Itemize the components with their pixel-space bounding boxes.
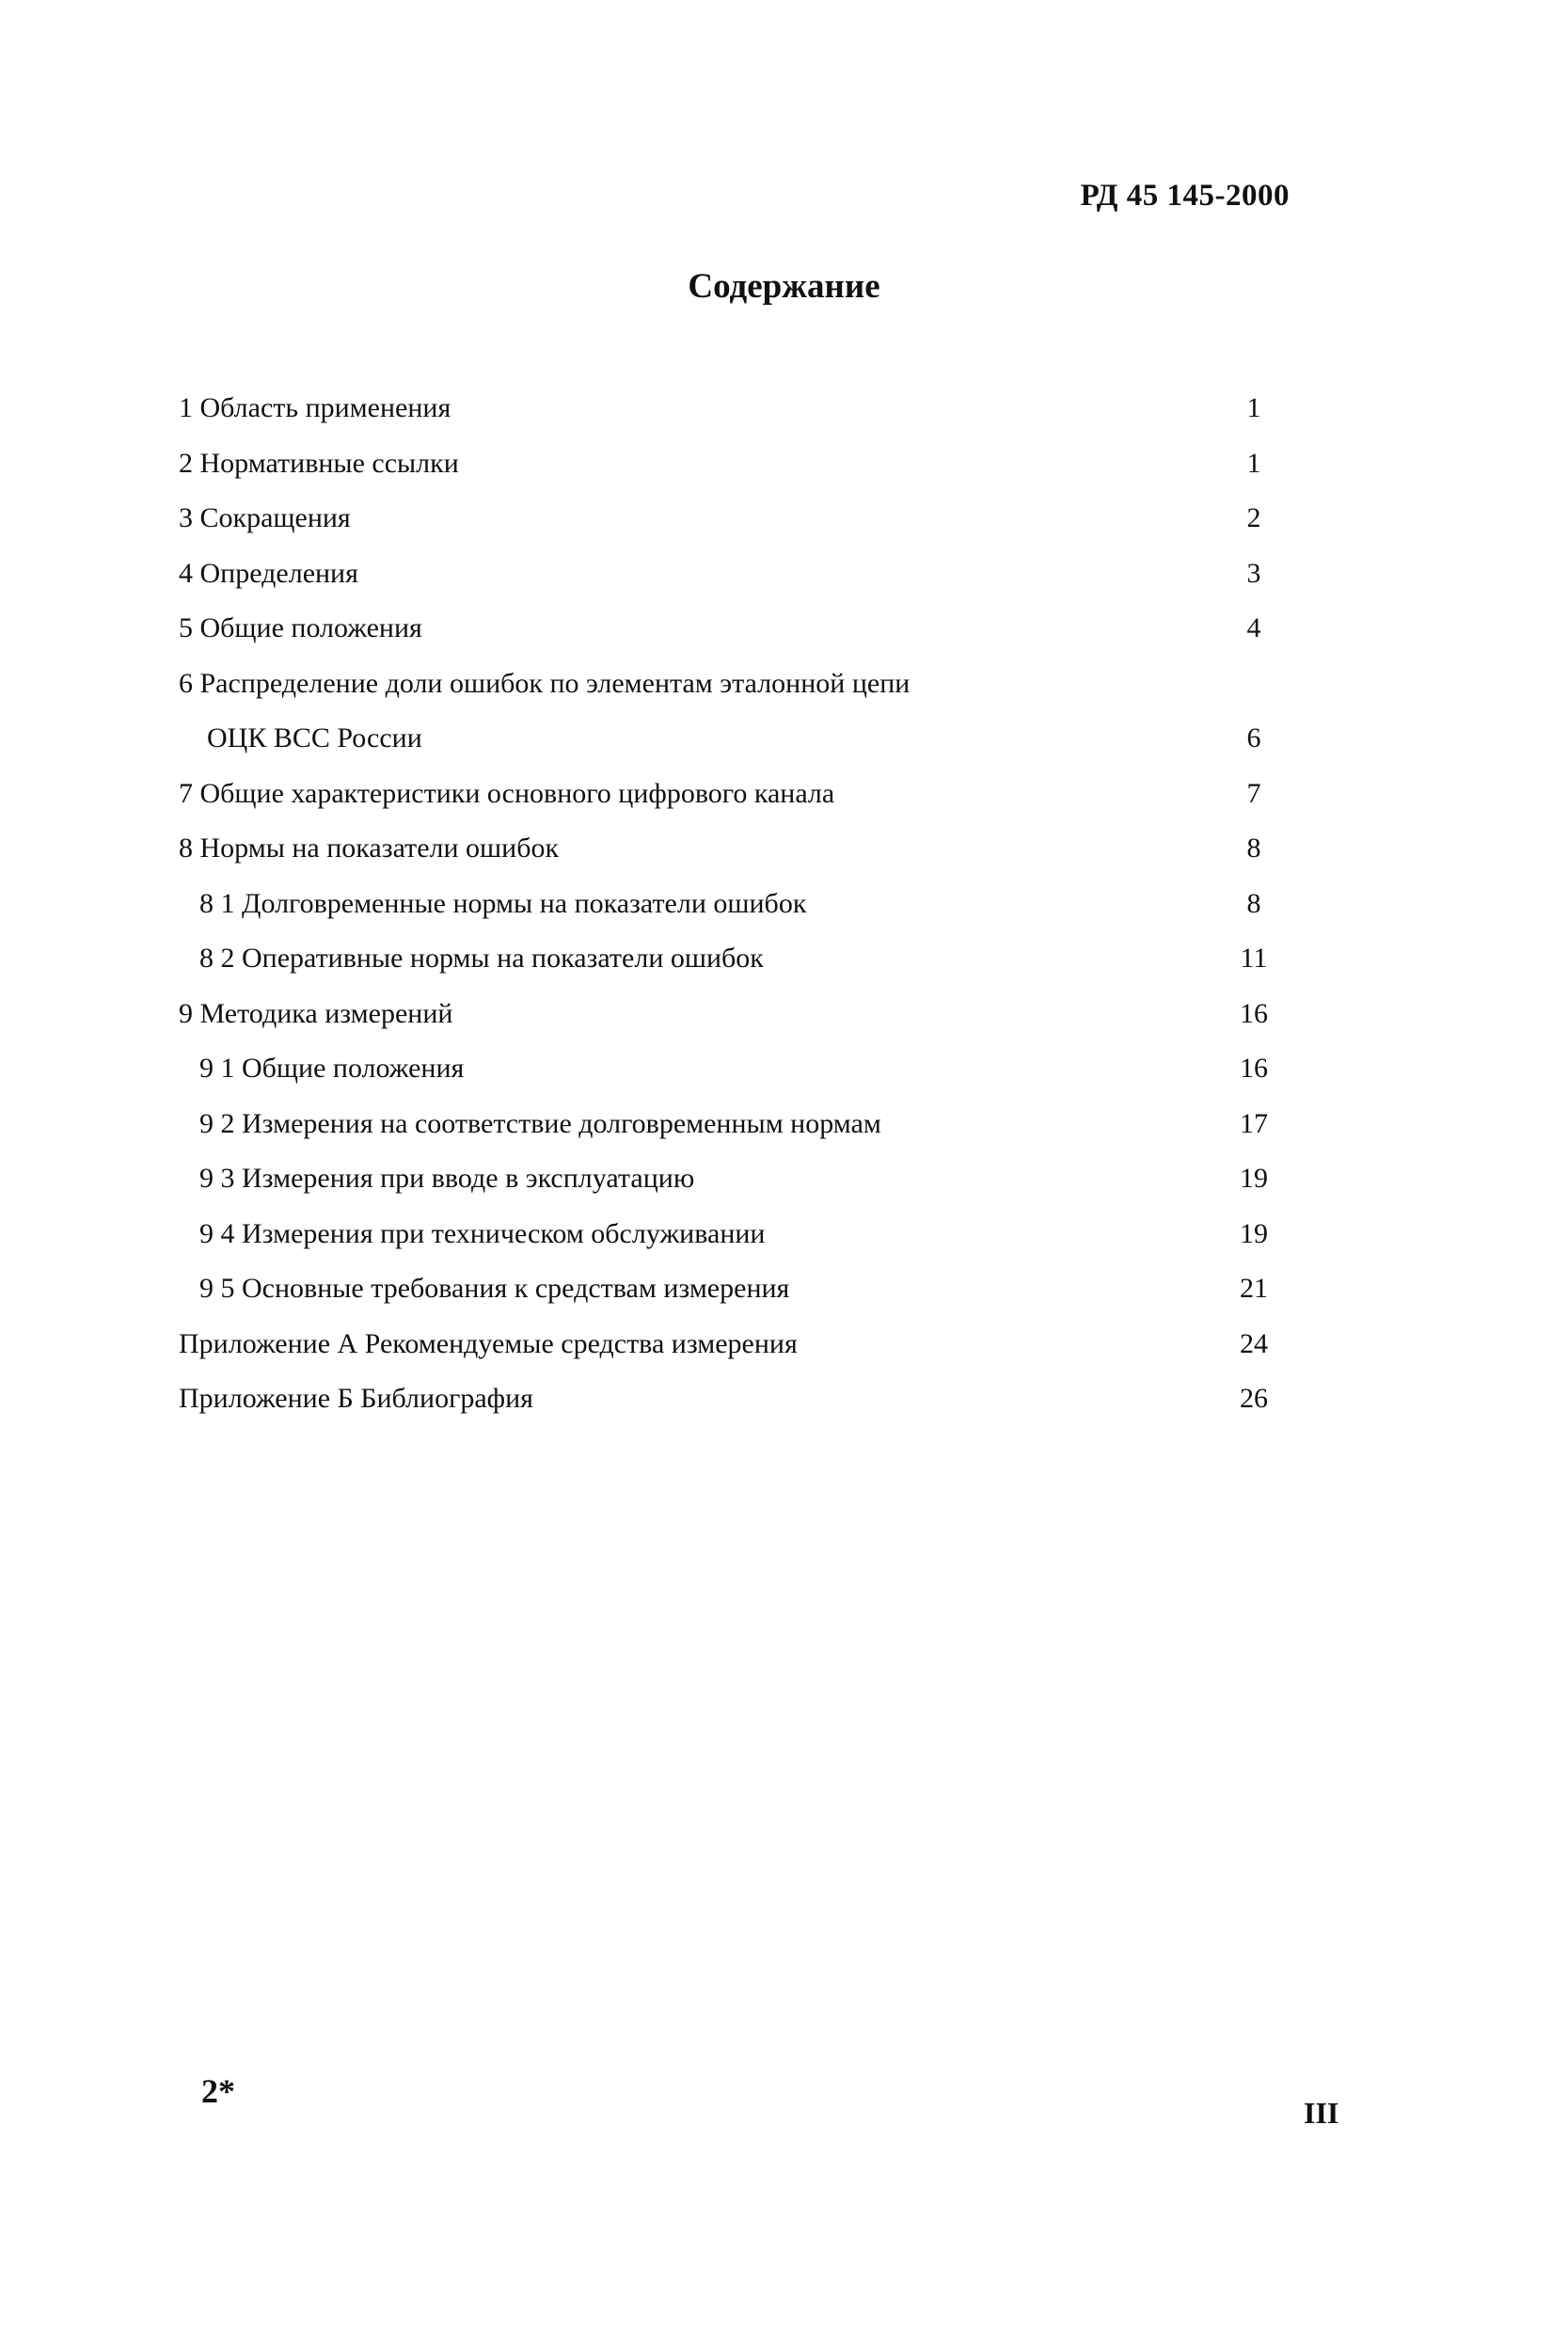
toc-entry-label: 7 Общие характеристики основного цифрового канала [179,777,835,809]
toc-entry-page: 19 [1240,1163,1268,1194]
toc-entry-label: 5 Общие положения [179,612,422,643]
toc-entry-label: 2 Нормативные ссылки [179,447,459,479]
toc-entry-label: 8 Нормы на показатели ошибок [179,833,560,864]
toc-entry-page: 2 [1246,502,1261,533]
toc-entry-page: 7 [1246,777,1261,809]
toc-entry-page: 21 [1240,1273,1268,1304]
toc-entry-label: 9 5 Основные требования к средствам измерения [199,1273,790,1304]
toc-entry-page: 17 [1240,1107,1268,1139]
toc-entry-label: 9 4 Измерения при техническом обслуживании [199,1217,766,1249]
toc-entry [0,767,1568,822]
toc-entry-page: 19 [1240,1217,1268,1249]
toc-entry [0,1207,1568,1262]
toc-entry-label: 9 1 Общие положения [199,1053,465,1084]
toc-entry-label: 8 1 Долговременные нормы на показатели ошибок [199,887,807,919]
toc-entry [0,547,1568,602]
page-title: Содержание [688,267,880,306]
toc-entry-label: Приложение А Рекомендуемые средства измерения [179,1327,798,1359]
toc-entry-label: ОЦК ВСС России [207,722,422,753]
toc-entry [0,711,1568,767]
table-of-contents [0,381,1568,1427]
toc-entry-page: 16 [1240,1053,1268,1084]
toc-entry-page: 26 [1240,1383,1268,1414]
toc-entry-page: 1 [1246,392,1261,423]
toc-entry-label: 6 Распределение доли ошибок по элементам эталонной цепи [179,667,911,699]
toc-entry-label: 9 2 Измерения на соответствие долговременным нормам [199,1107,881,1139]
toc-entry [0,821,1568,877]
toc-entry [0,491,1568,547]
toc-entry [0,381,1568,436]
toc-entry-label: 4 Определения [179,557,358,589]
toc-entry-label: 8 2 Оперативные нормы на показатели ошибок [199,943,764,974]
toc-entry [0,601,1568,657]
toc-entry [0,1317,1568,1372]
toc-entry [0,1261,1568,1317]
document-code: РД 45 145-2000 [1080,179,1290,213]
toc-entry [0,1097,1568,1152]
toc-entry [0,1151,1568,1207]
toc-entry-page: 24 [1240,1327,1268,1359]
toc-entry [0,436,1568,492]
toc-entry [0,931,1568,987]
toc-entry-label: 9 Методика измерений [179,997,453,1029]
toc-entry-page: 8 [1246,833,1261,864]
toc-entry-page: 11 [1240,943,1268,974]
toc-entry [0,877,1568,932]
toc-entry-label: Приложение Б Библиография [179,1383,533,1414]
page-number: III [1304,2096,1339,2130]
toc-entry-page: 6 [1246,722,1261,753]
toc-entry-label: 9 3 Измерения при вводе в эксплуатацию [199,1163,695,1194]
toc-entry-page: 8 [1246,887,1261,919]
toc-entry-page: 16 [1240,997,1268,1029]
toc-entry [0,1372,1568,1427]
toc-entry-label: 3 Сокращения [179,502,351,533]
sheet-mark: 2* [201,2072,235,2110]
toc-entry [0,987,1568,1042]
toc-entry-label: 1 Область применения [179,392,451,423]
toc-entry [0,1041,1568,1097]
toc-entry-page: 4 [1246,612,1261,643]
toc-entry-page: 1 [1246,447,1261,479]
toc-entry [0,657,1568,712]
toc-entry-page: 3 [1246,557,1261,589]
